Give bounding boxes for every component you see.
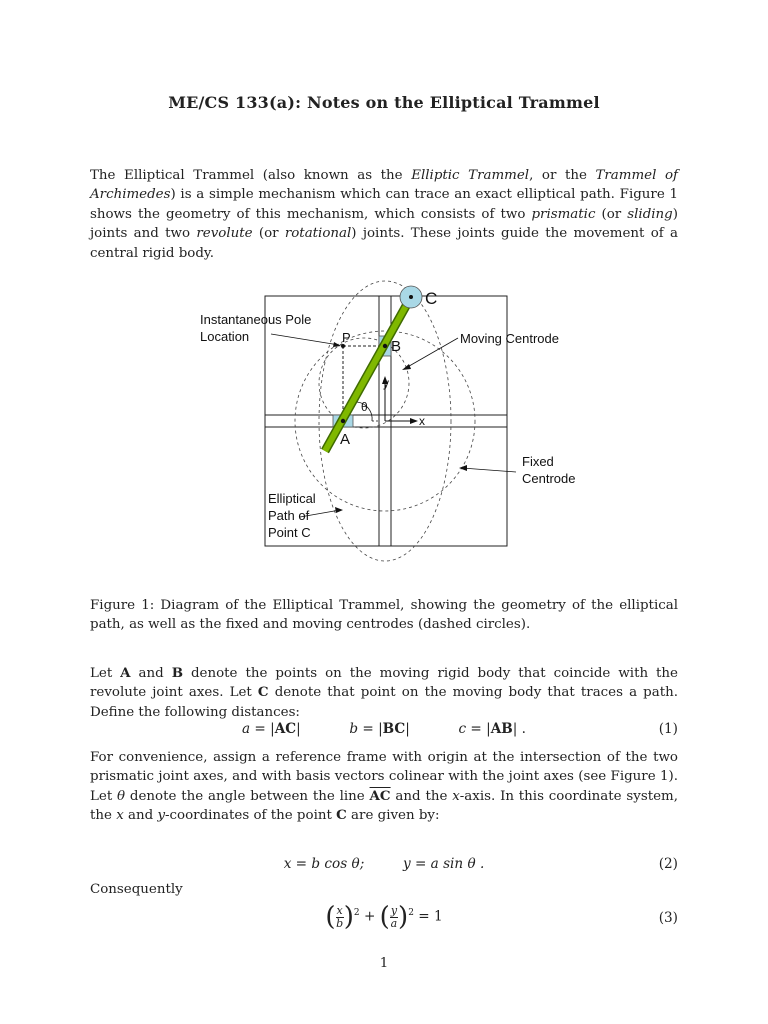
- italic-run: Trammel of Archimedes: [90, 168, 678, 203]
- text-run: (or: [595, 206, 628, 222]
- text-run: Let: [90, 666, 121, 681]
- eq2-y: y = a sin θ .: [402, 856, 485, 872]
- text-run: , or the: [529, 168, 596, 183]
- label-y: y: [383, 376, 389, 390]
- bold-run: C: [336, 807, 347, 824]
- label-b: B: [391, 338, 402, 355]
- italic-run: prismatic: [531, 206, 596, 222]
- text-run: For convenience, assign a reference frame with origin at the intersection of the two prismatic joint axes, and with basis vectors colinear with the joint axes (see Figure 1). Let: [90, 750, 678, 804]
- italic-run: rotational: [284, 226, 352, 242]
- fraction-y-a: $\frac{y}{a}$: [390, 903, 398, 930]
- intro-paragraph: [90, 166, 678, 263]
- bold-run: B: [171, 665, 184, 681]
- text-run: and: [123, 808, 158, 824]
- label-theta: θ: [361, 400, 368, 414]
- label-p: P: [342, 330, 351, 345]
- label-fixed-2: Centrode: [522, 471, 576, 486]
- figure-caption: Figure 1: Diagram of the Elliptical Trammel, showing the geometry of the elliptical path, as well as the fixed and moving centrodes (dashed circles).: [90, 598, 678, 633]
- moving-centrode-leader: [404, 338, 458, 369]
- trammel-figure: [0, 270, 768, 570]
- label-x: x: [419, 414, 425, 428]
- ellipse-arrow-icon: [335, 507, 343, 513]
- label-ellipse-2: Path of: [268, 508, 310, 523]
- var-c: c: [458, 721, 467, 737]
- equation-3-body: ( $\frac{x}{b}$ )$^2$ + ( $\frac{y}{a}$ )$^2$ = 1: [325, 902, 443, 932]
- exponent: 2: [353, 907, 360, 918]
- label-ellipse-1: Elliptical: [268, 491, 316, 506]
- var-x: x: [116, 808, 124, 824]
- var-a: a: [242, 721, 251, 737]
- consequently-text: Consequently: [90, 882, 183, 897]
- coordinate-paragraph: [90, 748, 678, 826]
- point-c-dot: [409, 295, 413, 299]
- vec-ac: AC: [274, 721, 297, 737]
- pole-leader-arrow-icon: [333, 342, 341, 347]
- vec-bc: BC: [382, 721, 406, 737]
- text-run: ) is a simple mechanism which can trace an exact elliptical path. Figure 1 shows the geometry of this mechanism, which consists of two: [90, 187, 678, 222]
- var-y: y: [157, 808, 166, 824]
- equation-number: (3): [658, 910, 678, 926]
- text-run: denote the angle between the line: [125, 788, 370, 804]
- text-run: are given by:: [346, 808, 440, 824]
- label-pole-1: Instantaneous Pole: [200, 312, 312, 327]
- italic-run: revolute: [196, 226, 253, 242]
- let-paragraph: [90, 664, 678, 722]
- equation-2-body: [0, 856, 768, 872]
- vector-ac: $\overline{AC}$: [369, 787, 391, 804]
- pole-leader: [271, 334, 339, 345]
- text-run: denote the points on the moving rigid body that coincide with the revolute joint axes. Let: [90, 666, 678, 701]
- italic-run: sliding: [627, 206, 673, 222]
- exponent: 2: [408, 907, 414, 918]
- label-fixed-1: Fixed: [522, 454, 554, 469]
- point-b-dot: [383, 344, 387, 348]
- fraction-x-b: $\frac{x}{b}$: [336, 903, 344, 930]
- label-a: A: [340, 431, 351, 448]
- eq2-x: x = b cos θ;: [283, 856, 365, 872]
- text-run: -coordinates of the point: [165, 808, 337, 824]
- text-run: and the: [390, 788, 453, 804]
- text-run: (or: [252, 226, 285, 242]
- point-a-dot: [341, 419, 345, 423]
- label-pole-2: Location: [200, 329, 250, 344]
- text-run: The Elliptical Trammel (also known as the: [90, 168, 412, 183]
- equation-number: (1): [658, 721, 678, 737]
- equation-number: (2): [658, 856, 678, 872]
- eq3-rhs: = 1: [418, 908, 443, 925]
- moving-centrode-arrow-icon: [402, 364, 411, 370]
- x-arrow-icon: [410, 418, 418, 424]
- fixed-centrode-arrow-icon: [459, 465, 467, 471]
- text-run: ) joints and two: [90, 206, 678, 242]
- var-b: b: [349, 721, 359, 737]
- bold-run: A: [120, 665, 131, 681]
- italic-run: Elliptic Trammel: [411, 168, 530, 183]
- fixed-centrode-leader: [462, 468, 516, 472]
- vec-ab: AB: [490, 721, 513, 737]
- theta-symbol: θ: [117, 788, 126, 804]
- text-run: ) joints. These joints guide the movement of a central rigid body.: [90, 226, 679, 261]
- label-ellipse-3: Point C: [268, 525, 311, 540]
- label-moving-centrode: Moving Centrode: [460, 331, 559, 346]
- page-number: 1: [379, 956, 389, 971]
- bold-run: C: [257, 684, 269, 701]
- text-run: denote that point on the moving body that traces a path. Define the following distances:: [90, 685, 678, 720]
- equation-1-body: a = |AC| b = |BC| c = |AB| .: [242, 721, 526, 737]
- var-x: x: [452, 788, 460, 804]
- label-c: C: [425, 289, 438, 308]
- text-run: -axis. In this coordinate system, the: [90, 788, 678, 824]
- page-title: ME/CS 133(a): Notes on the Elliptical Trammel: [168, 93, 600, 112]
- text-run: and: [130, 666, 172, 681]
